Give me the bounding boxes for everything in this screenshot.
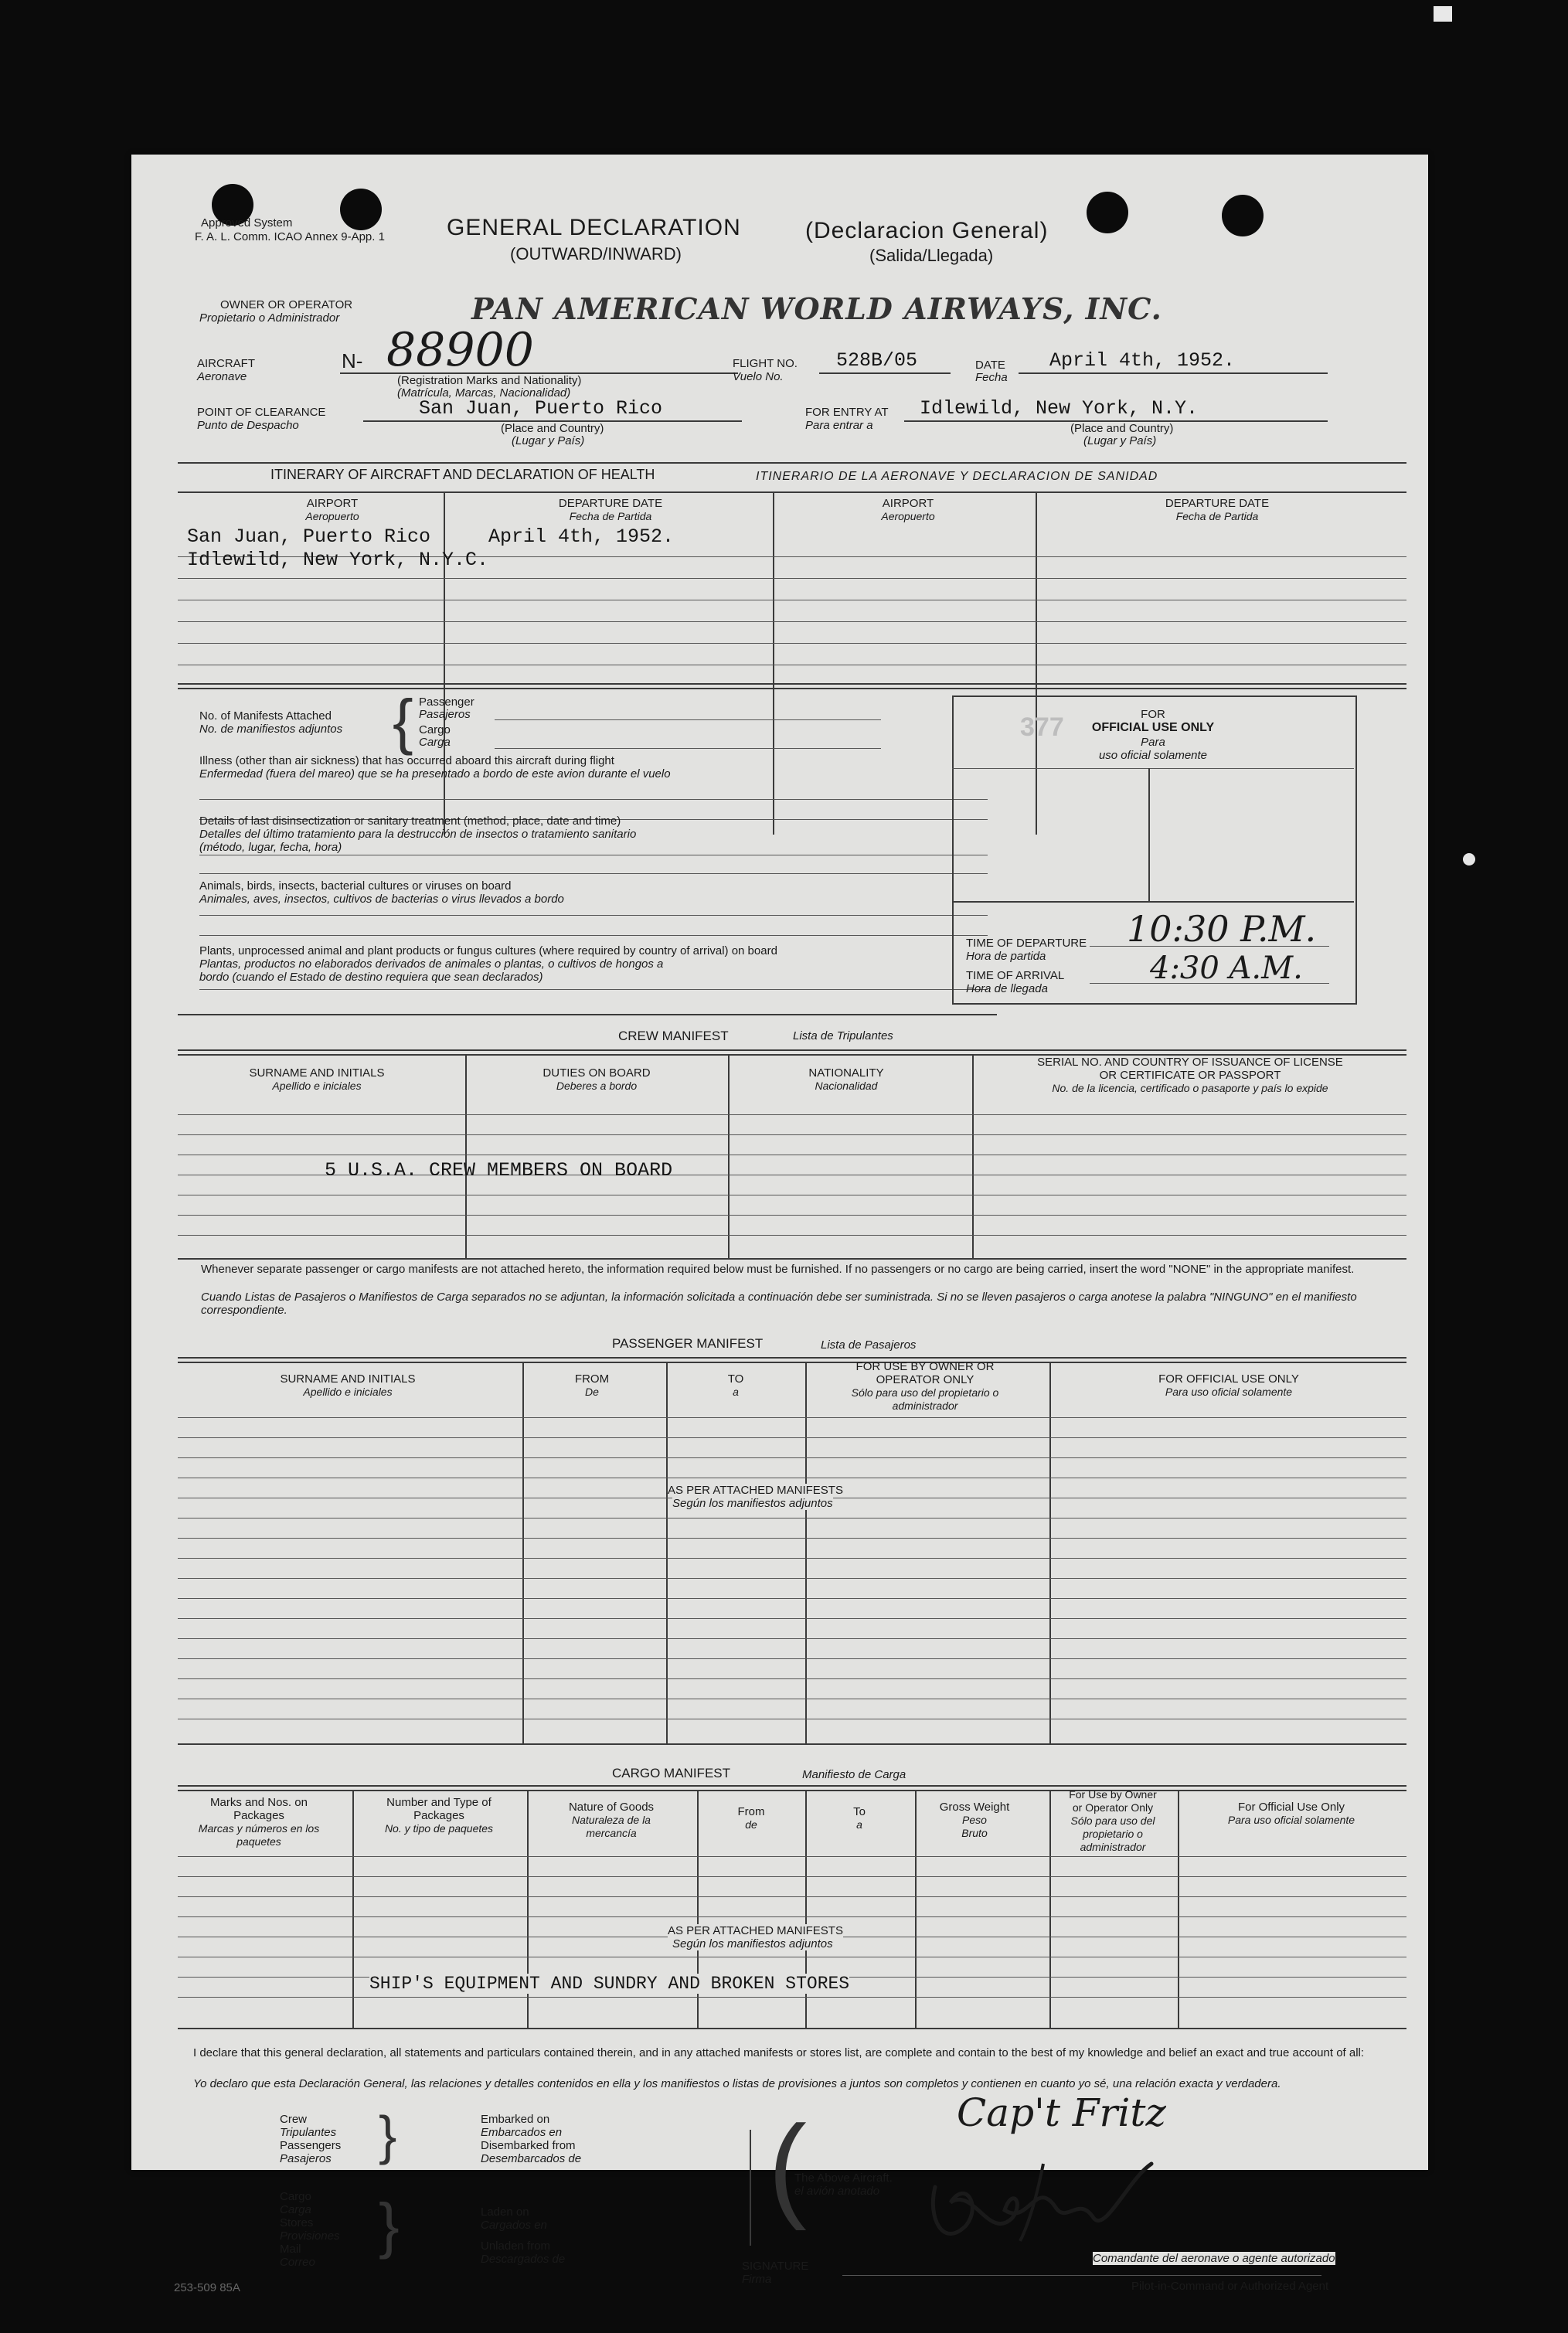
clearance-value: San Juan, Puerto Rico	[419, 397, 663, 420]
itin-date-1: April 4th, 1952.	[488, 525, 675, 548]
crew-col-nationality: NATIONALITY Nacionalidad	[808, 1066, 884, 1092]
pax-col-to: TO a	[727, 1372, 744, 1398]
captain-name: Cap't Fritz	[957, 2090, 1166, 2135]
aircraft-prefix: N-	[342, 349, 363, 372]
clearance-label-es: Punto de Despacho	[197, 419, 299, 432]
entry-label-es: Para entrar a	[805, 419, 873, 432]
signature-label: SIGNATURE	[742, 2260, 809, 2273]
corner-marker	[1434, 6, 1452, 22]
notice-en: Whenever separate passenger or cargo manifests are not attached hereto, the information required below must be furnished. If no passengers or no cargo are being carried, insert the word "NONE" in the appropriate manifest.	[201, 1263, 1355, 1276]
entry-note: (Place and Country)	[1070, 422, 1174, 435]
passenger-title-es: Lista de Pasajeros	[821, 1338, 917, 1352]
crew-col-serial: SERIAL NO. AND COUNTRY OF ISSUANCE OF LICENSE OR CERTIFICATE OR PASSPORT No. de la licencia, certificado o pasaporte y país lo expide	[1037, 1056, 1343, 1094]
declaration-en: I declare that this general declaration, all statements and particulars contained therein, and in any attached manifests or stores list, are complete and contain to the best of my knowledge and belief an exact and true account of all:	[193, 2046, 1365, 2059]
crew-title-es: Lista de Tripulantes	[793, 1029, 893, 1042]
crew-col-surname: SURNAME AND INITIALS Apellido e iniciales	[249, 1066, 385, 1092]
aircraft-note-es: (Matrícula, Marcas, Nacionalidad)	[397, 386, 571, 400]
cargo-title: CARGO MANIFEST	[612, 1766, 731, 1780]
date-label: DATE	[975, 359, 1005, 372]
aircraft-registration: 88900	[386, 323, 534, 377]
pax-col-official: FOR OFFICIAL USE ONLY Para uso oficial solamente	[1158, 1372, 1299, 1398]
cargo-col-marks: Marks and Nos. on Packages Marcas y números en los paquetes	[198, 1796, 320, 1848]
itin-col-airport-2: AIRPORT Aeropuerto	[881, 497, 935, 522]
punch-hole	[1087, 192, 1128, 233]
itin-col-airport-1: AIRPORT Aeropuerto	[305, 497, 359, 522]
arrival-time: 4:30 A.M.	[1150, 951, 1303, 986]
edge-dot	[1463, 853, 1475, 866]
flight-label: FLIGHT NO.	[733, 357, 798, 370]
cargo-title-es: Manifiesto de Carga	[802, 1768, 906, 1781]
departure-time: 10:30 P.M.	[1127, 908, 1317, 950]
signature-bracket	[750, 2130, 751, 2246]
manifests-label-es: No. de manifiestos adjuntos	[199, 723, 343, 736]
cargo-col-to: To a	[853, 1805, 866, 1831]
itin-col-dep-2: DEPARTURE DATE Fecha de Partida	[1165, 497, 1270, 522]
crew-col-duties: DUTIES ON BOARD Deberes a bordo	[543, 1066, 651, 1092]
pax-entry: AS PER ATTACHED MANIFESTS	[668, 1484, 843, 1497]
cargo-entry: AS PER ATTACHED MANIFESTS	[668, 1924, 843, 1937]
pax-col-owner: FOR USE BY OWNER OR OPERATOR ONLY Sólo para uso del propietario o administrador	[851, 1360, 999, 1412]
form-subtitle-es: (Salida/Llegada)	[869, 246, 994, 265]
cargo-col-number: Number and Type of Packages No. y tipo de paquetes	[384, 1796, 494, 1835]
official-stamp-number: 377	[1020, 712, 1064, 742]
cargo-col-official: For Official Use Only Para uso oficial solamente	[1227, 1801, 1355, 1826]
form-title: GENERAL DECLARATION	[447, 215, 741, 240]
owner-label-es: Propietario o Administrador	[199, 311, 340, 325]
owner-label: OWNER OR OPERATOR	[220, 298, 353, 311]
crew-entry: 5 U.S.A. CREW MEMBERS ON BOARD	[325, 1159, 673, 1182]
entry-label: FOR ENTRY AT	[805, 406, 889, 419]
flight-number: 528B/05	[836, 349, 918, 372]
approval-line1: Approved System	[201, 216, 293, 230]
cargo-col-weight: Gross Weight Peso Bruto	[939, 1801, 1010, 1839]
date-value: April 4th, 1952.	[1049, 349, 1236, 372]
itin-airport-2: Idlewild, New York, N.Y.C.	[187, 549, 489, 571]
pax-entry-es: Según los manifiestos adjuntos	[672, 1497, 833, 1510]
date-label-es: Fecha	[975, 371, 1008, 384]
approval-line2: F. A. L. Comm. ICAO Annex 9-App. 1	[195, 230, 385, 243]
manifests-label: No. of Manifests Attached	[199, 709, 332, 723]
declaration-es: Yo declaro que esta Declaración General, las relaciones y detalles contenidos en ella y los manifiestos o listas de provisiones a juntos son completos y contienen en cuanto yo sé, una relación exacta y verdadera.	[193, 2077, 1281, 2090]
itin-col-dep-1: DEPARTURE DATE Fecha de Partida	[558, 497, 663, 522]
crew-title: CREW MANIFEST	[618, 1029, 729, 1043]
clearance-note: (Place and Country)	[501, 422, 604, 435]
notice-es: Cuando Listas de Pasajeros o Manifiestos de Carga separados no se adjuntan, la información solicitada a continuación debe ser suministrada. Si no se lleven pasajeros o carga anotese la palabra "NINGUNO" en el manifiesto correspondiente.	[201, 1291, 1357, 1317]
punch-hole	[1222, 195, 1264, 236]
aircraft-label: AIRCRAFT	[197, 357, 255, 370]
cargo-col-from: From de	[737, 1805, 765, 1831]
owner-name: PAN AMERICAN WORLD AIRWAYS, INC.	[471, 291, 1162, 326]
flight-label-es: Vuelo No.	[733, 370, 784, 383]
form-number: 253-509 85A	[174, 2281, 240, 2294]
form-title-es: (Declaracion General)	[805, 218, 1049, 243]
pax-col-surname: SURNAME AND INITIALS Apellido e iniciales	[280, 1372, 416, 1398]
handwritten-signature	[920, 2133, 1175, 2249]
entry-value: Idlewild, New York, N.Y.	[920, 397, 1199, 420]
cargo-entry-es: Según los manifiestos adjuntos	[672, 1937, 833, 1950]
itinerary-title: ITINERARY OF AIRCRAFT AND DECLARATION OF HEALTH	[270, 467, 655, 482]
cargo-entry-2: SHIP'S EQUIPMENT AND SUNDRY AND BROKEN STORES	[369, 1974, 850, 1994]
aircraft-note: (Registration Marks and Nationality)	[397, 374, 582, 387]
itinerary-title-es: ITINERARIO DE LA AERONAVE Y DECLARACION DE SANIDAD	[756, 470, 1158, 483]
form-subtitle: (OUTWARD/INWARD)	[510, 244, 682, 264]
general-declaration-form: Approved System F. A. L. Comm. ICAO Annex 9-App. 1 GENERAL DECLARATION (OUTWARD/INWARD) (Declaracion General) (Salida/Llegada) OWNER OR OPERATOR Propietario o Administrador PAN AMERICAN WORLD AIRWAYS, INC. AIRCRAFT Aeronave N- 88900 (Registration Marks and Nationality) (Matrícula, Marcas, Nacionalidad) FLIGHT NO. Vuelo No. 528B/05 DATE Fecha April 4th, 1952. POINT OF CLEARANCE Punto de Despacho San Juan, Puerto Rico (Place and Country) (Lugar y País) FOR ENTRY AT Para entrar a Idlewild, New York, N.Y. (Place and Country) (Lugar y País) ITINERARY OF AIRCRAFT AND DECLARATION OF HEALTH ITINERARIO DE LA AERONAVE Y DECLARACION DE SANIDAD AIRPORT Aeropuerto DEPARTURE DATE Fecha de Partida AIRPORT Aeropuerto DEPARTURE DATE Fecha de Partida San Juan, Puerto Rico April 4th, 1952. Idlewild, New York, N.Y.C. No. of Manifests Attached No. de manifiestos adjuntos { Passenger Pasajeros Cargo Carga Illness (other than air sickness) that has occurred aboard this aircraft during flight Enfermedad (fuera del mareo) que se ha presentado a bordo de este avion durante el vuelo Details of last disinsectization or sanitary treatment (method, place, date and time) Detalles del último tratamiento para la destrucción de insectos o tratamiento sanitario (método, lugar, fecha, hora) Animals, birds, insects, bacterial cultures or viruses on board Animales, aves, insectos, cultivos de bacterias o virus llevados a bordo Plants, unprocessed animal and plant products or fungus cultures (where required by country of arrival) on board Plantas, productos no elaborados derivados de animales o plantas, o cultivos de hongos a bordo (cuando el Estado de destino requiera que sean declarados) FOR OFFICIAL USE ONLY Para uso oficial solamente 377 TIME OF DEPARTURE Hora de partida 10:30 P.M. TIME OF ARRIVAL Hora de llegada 4:30 A.M. CREW MANIFEST Lista de Tripulantes SURNAME AND INITIALS Apellido e iniciales DUTIES ON BOARD Deberes a bordo NATIONALITY Nacionalidad SERIAL NO. AND COUNTRY OF ISSUANCE OF LICENSE OR CERTIFICATE OR PASSPORT No. de la licencia, certificado o pasaporte y país lo expide 5 U.S.A. CREW MEMBERS ON BOARD Whenever separate passenger or cargo manifests are not attached hereto, the information required below must be furnished. If no passengers or no cargo are being carried, insert the word "NONE" in the appropriate manifest. Cuando Listas de Pasajeros o Manifiestos de Carga separados no se adjuntan, la información solicitada a continuación debe ser suministrada. Si no se lleven pasajeros o carga anotese la palabra "NINGUNO" en el manifiesto correspondiente. PASSENGER MANIFEST Lista de Pasajeros SURNAME AND INITIALS Apellido e iniciales FROM De TO a FOR USE BY OWNER OR OPERATOR ONLY Sólo para uso del propietario o administrador FOR OFFICIAL USE ONLY Para uso oficial solamente AS PER ATTACHED MANIFESTS Según los manifiestos adjuntos CARGO MANIFEST Manifiesto de Carga Marks and Nos. on Packages Marcas y números en los paquetes Number and Type of Packages No. y tipo de paquetes Nature of Goods Naturaleza de la mercancía From de To a Gross Weight Peso Bruto For Use by Owner or Operator Only Sólo para uso del propietario o administrador For Official Use Only Para uso oficial solamente AS PER ATTACHED MANIFESTS Según los manifiestos adjuntos SHIP'S EQUIPMENT AND SUNDRY AND BROKEN STORES I declare that this general declaration, all statements and particulars contained therein, and in any attached manifests or stores list, are complete and contain to the best of my knowledge and belief an exact and true account of all: Yo declaro que esta Declaración General, las relaciones y detalles contenidos en ella y los manifiestos o listas de provisiones a juntos son completos y contienen en cuanto yo sé, una relación exacta y verdadera. Crew Tripulantes Passengers Pasajeros } Embarked on Embarcados en Disembarked from Desembarcados de Cargo Carga Stores Provisiones Mail Correo } Laden on Cargados en Unladen from Descargados de ( The Above Aircraft. el avión anotado Cap't Fritz SIGNATURE Firma Comandante del aeronave o agente autorizado Pilot-in-Command or Authorized Agent 253-509 85A	[131, 155, 1428, 2170]
passenger-title: PASSENGER MANIFEST	[612, 1336, 764, 1351]
clearance-label: POINT OF CLEARANCE	[197, 406, 326, 419]
clearance-note-es: (Lugar y País)	[512, 434, 585, 447]
punch-hole	[340, 189, 382, 230]
cargo-col-nature: Nature of Goods Naturaleza de la mercancía	[568, 1801, 655, 1839]
aircraft-label-es: Aeronave	[197, 370, 247, 383]
entry-note-es: (Lugar y País)	[1083, 434, 1157, 447]
pax-col-from: FROM De	[574, 1372, 610, 1398]
signature-label-es: Firma	[742, 2273, 772, 2286]
cargo-col-owner: For Use by Owner or Operator Only Sólo para uso del propietario o administrador	[1069, 1788, 1157, 1853]
itin-airport-1: San Juan, Puerto Rico	[187, 525, 431, 548]
